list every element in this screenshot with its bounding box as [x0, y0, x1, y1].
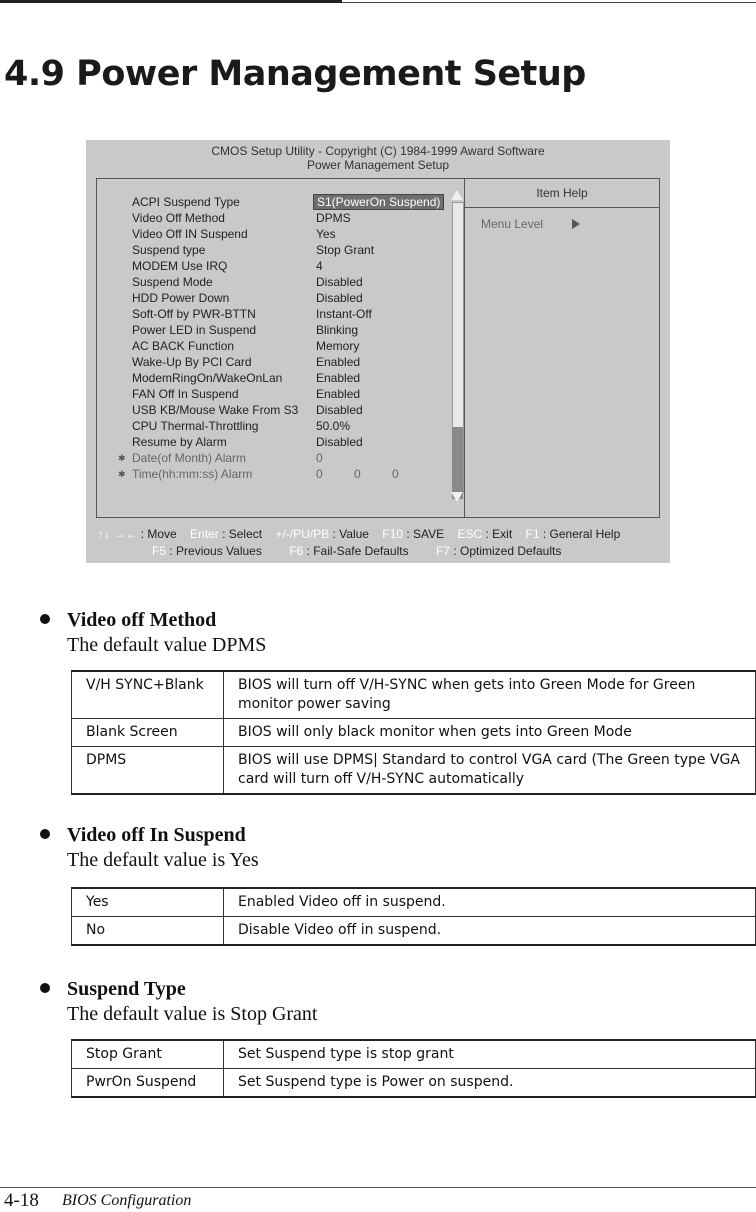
setting-label: Video Off Method	[132, 211, 225, 225]
bios-settings-list	[97, 194, 457, 482]
f5-key: F5	[152, 544, 167, 558]
header-rule-thin	[342, 2, 756, 3]
setting-value[interactable]: Enabled	[316, 355, 361, 369]
setting-label: Suspend Mode	[132, 275, 213, 289]
setting-value	[316, 466, 430, 482]
scrollbar[interactable]	[450, 188, 463, 504]
scroll-down-icon[interactable]	[451, 492, 463, 502]
setting-fan-off-in-suspend[interactable]	[97, 386, 457, 402]
option-description: Set Suspend type is Power on suspend.	[224, 1069, 756, 1098]
setting-resume-by-alarm[interactable]	[97, 434, 457, 450]
section-heading: Video off Method	[67, 609, 217, 631]
table-row	[72, 747, 756, 795]
option-description: BIOS will use DPMS| Standard to control VGA card (The Green type VGA card will turn off V/H-SYNC automatically	[224, 747, 756, 795]
setting-soft-off-by-pwr-bttn[interactable]	[97, 306, 457, 322]
section-description: The default value is Stop Grant	[67, 1003, 318, 1025]
table-row	[72, 1069, 756, 1098]
section-description: The default value DPMS	[67, 634, 267, 656]
options-table-video-off-method	[71, 670, 756, 795]
item-help-title: Item Help	[465, 179, 659, 208]
star-icon: ✱	[118, 453, 126, 463]
bios-frame	[96, 178, 660, 518]
setting-value[interactable]: Enabled	[316, 371, 361, 385]
setting-value[interactable]: Enabled	[316, 387, 361, 401]
setting-label: MODEM Use IRQ	[132, 259, 228, 273]
option-description: Enabled Video off in suspend.	[224, 888, 756, 917]
option-description: Disable Video off in suspend.	[224, 917, 756, 946]
alarm-second: 0	[392, 467, 399, 481]
setting-label: CPU Thermal-Throttling	[132, 419, 259, 433]
footer-rule	[0, 1187, 756, 1188]
setting-value-selected[interactable]: S1(PowerOn Suspend)	[313, 194, 444, 210]
setting-value[interactable]: Disabled	[316, 403, 363, 417]
setting-value[interactable]: Stop Grant	[316, 243, 375, 257]
star-icon: ✱	[118, 469, 126, 479]
option-name: Stop Grant	[72, 1040, 224, 1069]
setting-value[interactable]: Disabled	[316, 275, 363, 289]
key-legend-line1	[98, 526, 620, 543]
option-description: Set Suspend type is stop grant	[224, 1040, 756, 1069]
bios-screen	[86, 140, 670, 563]
bios-header-line1: CMOS Setup Utility - Copyright (C) 1984-1999 Award Software	[211, 144, 545, 158]
option-name: DPMS	[72, 747, 224, 795]
setting-value[interactable]: Blinking	[316, 323, 359, 337]
table-row	[72, 719, 756, 747]
scroll-thumb[interactable]	[452, 427, 463, 499]
setting-label: Date(of Month) Alarm	[132, 451, 247, 465]
setting-label: USB KB/Mouse Wake From S3	[132, 403, 299, 417]
setting-value[interactable]: Disabled	[316, 291, 363, 305]
setting-suspend-mode[interactable]	[97, 274, 457, 290]
table-row	[72, 1040, 756, 1069]
setting-value[interactable]: Disabled	[316, 435, 363, 449]
f10-key: F10	[382, 527, 403, 541]
setting-video-off-method[interactable]	[97, 210, 457, 226]
setting-hdd-power-down[interactable]	[97, 290, 457, 306]
alarm-minute: 0	[354, 467, 361, 481]
options-table-video-off-in-suspend	[71, 887, 756, 946]
triangle-right-icon	[572, 219, 580, 229]
menu-level-label: Menu Level	[481, 217, 544, 231]
setting-value[interactable]: 50.0%	[316, 419, 351, 433]
setting-date-alarm	[97, 450, 457, 466]
setting-label: ModemRingOn/WakeOnLan	[132, 371, 283, 385]
value-keys: +/-/PU/PB	[275, 527, 330, 541]
setting-label: HDD Power Down	[132, 291, 230, 305]
panel-divider	[464, 179, 465, 517]
setting-suspend-type[interactable]	[97, 242, 457, 258]
f7-key: F7	[435, 544, 450, 558]
section-heading: Suspend Type	[67, 978, 186, 1000]
f1-desc: : General Help	[542, 527, 621, 541]
bullet-icon	[40, 829, 50, 839]
setting-wake-up-by-pci-card[interactable]	[97, 354, 457, 370]
setting-value[interactable]: 4	[316, 259, 323, 273]
options-table-suspend-type	[71, 1039, 756, 1098]
setting-label: Time(hh:mm:ss) Alarm	[132, 467, 253, 481]
header-rule-dark	[0, 0, 342, 3]
setting-label: Video Off IN Suspend	[132, 227, 248, 241]
move-desc: : Move	[140, 527, 177, 541]
setting-value[interactable]: Memory	[316, 339, 360, 353]
esc-key: ESC	[457, 527, 483, 541]
setting-label: FAN Off In Suspend	[132, 387, 239, 401]
setting-label: Resume by Alarm	[132, 435, 227, 449]
arrow-keys-icon: ↑↓ →←	[98, 527, 138, 541]
setting-label: AC BACK Function	[132, 339, 235, 353]
esc-desc: : Exit	[485, 527, 513, 541]
f10-desc: : SAVE	[406, 527, 445, 541]
bios-header-line2: Power Management Setup	[306, 158, 450, 172]
alarm-hour: 0	[316, 467, 323, 481]
enter-key: Enter	[190, 527, 219, 541]
setting-label: Power LED in Suspend	[132, 323, 257, 337]
setting-label: Suspend type	[132, 243, 206, 257]
bullet-icon	[40, 614, 50, 624]
setting-label: Wake-Up By PCI Card	[132, 355, 252, 369]
chapter-title: BIOS Configuration	[62, 1192, 192, 1209]
f6-desc: : Fail-Safe Defaults	[306, 544, 409, 558]
setting-value[interactable]: DPMS	[316, 211, 351, 225]
table-row	[72, 917, 756, 946]
setting-label: ACPI Suspend Type	[132, 195, 240, 209]
setting-modem-use-irq[interactable]	[97, 258, 457, 274]
f7-desc: : Optimized Defaults	[453, 544, 562, 558]
setting-power-led-in-suspend[interactable]	[97, 322, 457, 338]
setting-ac-back-function[interactable]	[97, 338, 457, 354]
option-description: BIOS will only black monitor when gets into Green Mode	[224, 719, 756, 747]
page-title: 4.9 Power Management Setup	[4, 54, 586, 94]
setting-cpu-thermal-throttling[interactable]	[97, 418, 457, 434]
setting-value: 0	[316, 451, 323, 465]
option-name: Yes	[72, 888, 224, 917]
bios-header	[86, 144, 670, 172]
table-row	[72, 888, 756, 917]
option-name: V/H SYNC+Blank	[72, 671, 224, 719]
setting-value[interactable]: Instant-Off	[316, 307, 372, 321]
key-legend-line2	[152, 543, 561, 560]
setting-usb-kb-mouse-wake[interactable]	[97, 402, 457, 418]
f5-desc: : Previous Values	[169, 544, 262, 558]
f6-key: F6	[289, 544, 304, 558]
option-name: PwrOn Suspend	[72, 1069, 224, 1098]
setting-time-alarm	[97, 466, 457, 482]
enter-desc: : Select	[222, 527, 263, 541]
table-row	[72, 671, 756, 719]
option-name: Blank Screen	[72, 719, 224, 747]
setting-acpi-suspend-type[interactable]	[97, 194, 457, 210]
section-heading: Video off In Suspend	[67, 824, 246, 846]
scroll-up-icon[interactable]	[451, 190, 463, 200]
value-desc: : Value	[332, 527, 369, 541]
setting-video-off-in-suspend[interactable]	[97, 226, 457, 242]
setting-label: Soft-Off by PWR-BTTN	[132, 307, 256, 321]
bullet-icon	[40, 983, 50, 993]
option-description: BIOS will turn off V/H-SYNC when gets into Green Mode for Green monitor power saving	[224, 671, 756, 719]
setting-modem-ring-on-wake-on-lan[interactable]	[97, 370, 457, 386]
option-name: No	[72, 917, 224, 946]
page-number: 4-18	[4, 1190, 39, 1211]
setting-value[interactable]: Yes	[316, 227, 336, 241]
section-description: The default value is Yes	[67, 849, 259, 871]
f1-key: F1	[525, 527, 540, 541]
